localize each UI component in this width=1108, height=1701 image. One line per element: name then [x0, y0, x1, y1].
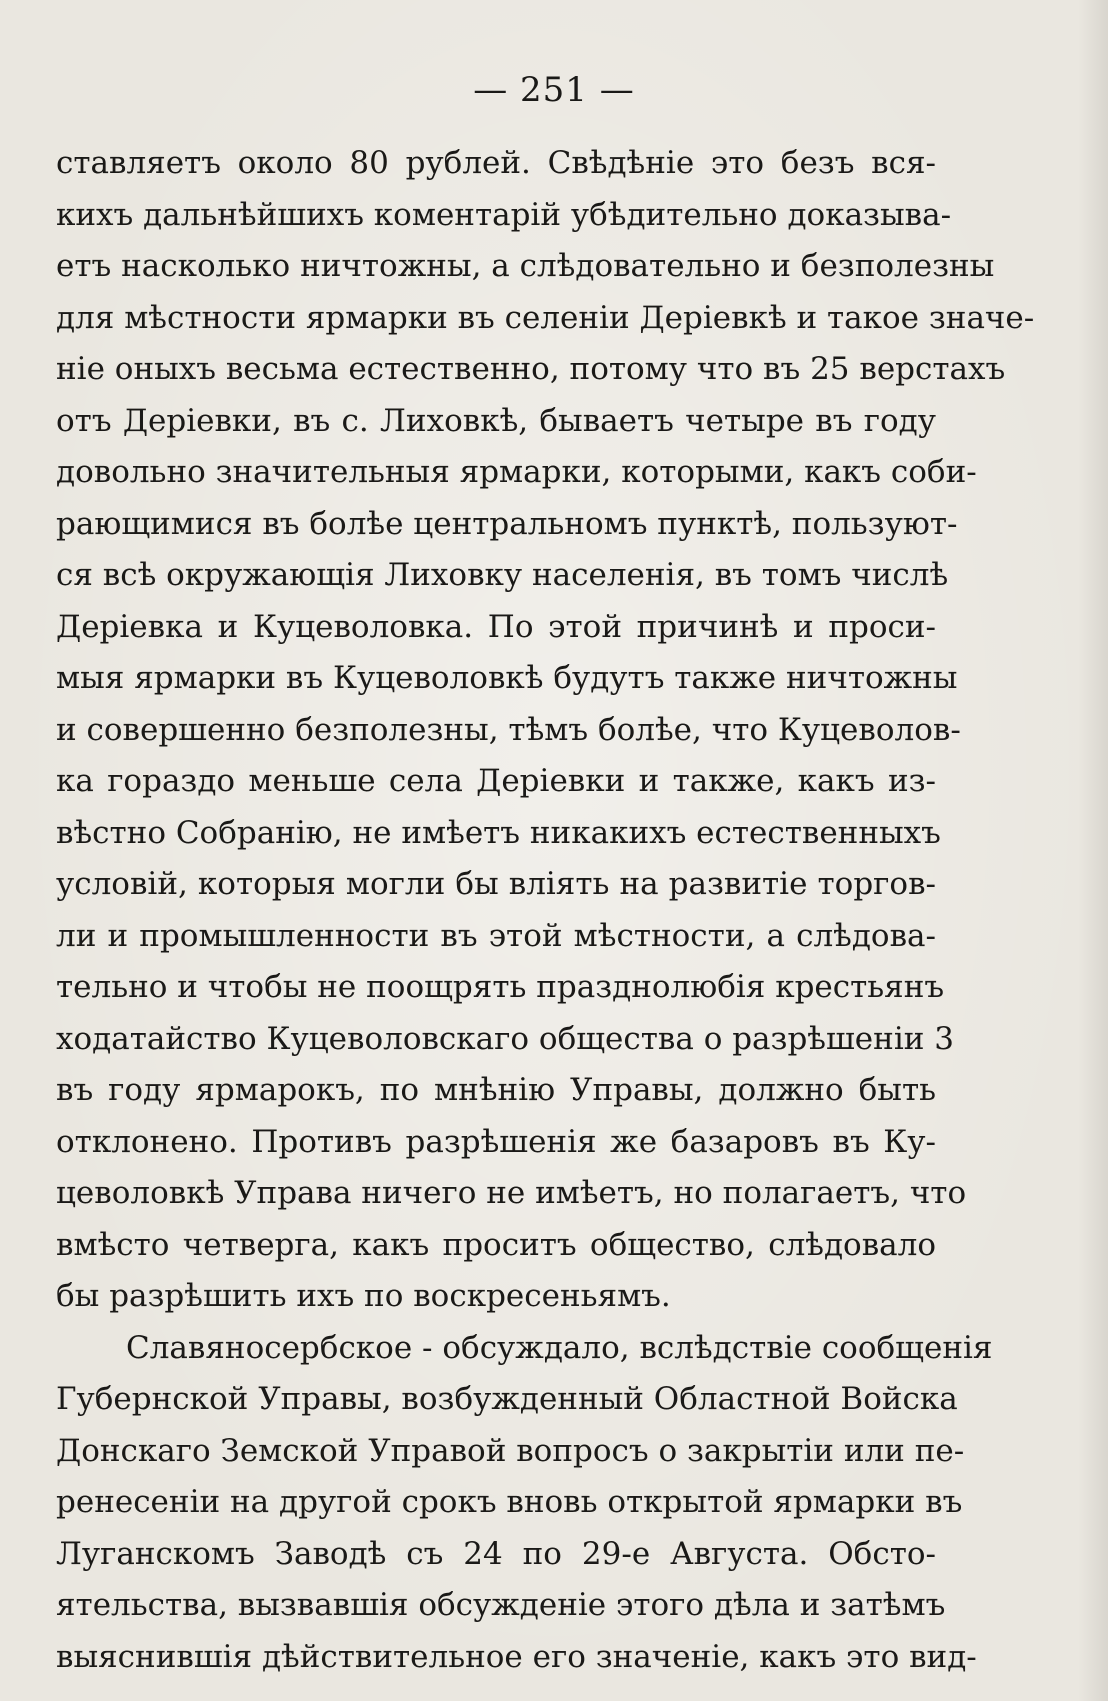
text-line: ходатайство Куцеволовскаго общества о разрѣшеніи 3 — [56, 1020, 954, 1057]
text-line: ніе оныхъ весьма естественно, потому что въ 25 верстахъ — [56, 351, 1006, 387]
text-line: ся всѣ окружающія Лиховку населенія, въ томъ числѣ — [56, 557, 949, 593]
text-line: рающимися въ болѣе центральномъ пунктѣ, пользуют- — [56, 505, 958, 542]
text-line: для мѣстности ярмарки въ селеніи Деріевкѣ и такое значе- — [56, 299, 1035, 336]
text-line: въ году ярмарокъ, по мнѣнію Управы, должно быть — [56, 1072, 936, 1108]
text-line: етъ насколько ничтожны, а слѣдовательно и безполезны — [56, 248, 995, 284]
text-line: тельно и чтобы не поощрять празднолюбія крестьянъ — [56, 969, 945, 1005]
text-line: отъ Деріевки, въ с. Лиховкѣ, бываетъ четыре въ году — [56, 402, 936, 439]
text-line: Славяносербское - обсуждало, вслѣдствіе сообщенія — [126, 1329, 993, 1366]
text-line: и совершенно безполезны, тѣмъ болѣе, что Куцеволов- — [56, 711, 961, 748]
text-line: мыя ярмарки въ Куцеволовкѣ будутъ также ничтожны — [56, 660, 958, 696]
text-line: Деріевка и Куцеволовка. По этой причинѣ и проси- — [56, 608, 936, 645]
text-line: Губернской Управы, возбужденный Областной Войска — [56, 1381, 958, 1417]
text-line: кихъ дальнѣйшихъ коментарій убѣдительно доказыва- — [56, 196, 952, 233]
text-line: цеволовкѣ Управа ничего не имѣетъ, но полагаетъ, что — [56, 1175, 967, 1211]
text-line: довольно значительныя ярмарки, которыми, какъ соби- — [56, 454, 977, 490]
text-line: вмѣсто четверга, какъ проситъ общество, слѣдовало — [56, 1226, 936, 1263]
text-line: бы разрѣшить ихъ по воскресеньямъ. — [56, 1278, 671, 1314]
text-line: вѣстно Собранію, не имѣетъ никакихъ естественныхъ — [56, 814, 941, 851]
text-line: Луганскомъ Заводѣ съ 24 по 29-е Августа. Обсто- — [56, 1535, 936, 1572]
text-line: ка гораздо меньше села Деріевки и также, какъ из- — [56, 763, 936, 799]
text-line: ли и промышленности въ этой мѣстности, а слѣдова- — [56, 917, 936, 954]
text-line: выяснившія дѣйствительное его значеніе, какъ это вид- — [56, 1638, 977, 1675]
text-line: ставляетъ около 80 рублей. Свѣдѣніе это безъ вся- — [56, 145, 936, 181]
page-number: — 251 — — [473, 70, 635, 110]
text-line: отклонено. Противъ разрѣшенія же базаровъ въ Ку- — [56, 1123, 936, 1160]
text-line: Донскаго Земской Управой вопросъ о закрытіи или пе- — [56, 1432, 965, 1469]
text-line: условій, которыя могли бы вліять на развитіе торгов- — [56, 866, 936, 902]
page-edge-shadow — [1078, 0, 1108, 1701]
text-line: ятельства, вызвавшія обсужденіе этого дѣла и затѣмъ — [56, 1587, 946, 1623]
page-text — [56, 138, 1035, 1683]
text-line: ренесеніи на другой срокъ вновь открытой ярмарки въ — [56, 1484, 963, 1520]
